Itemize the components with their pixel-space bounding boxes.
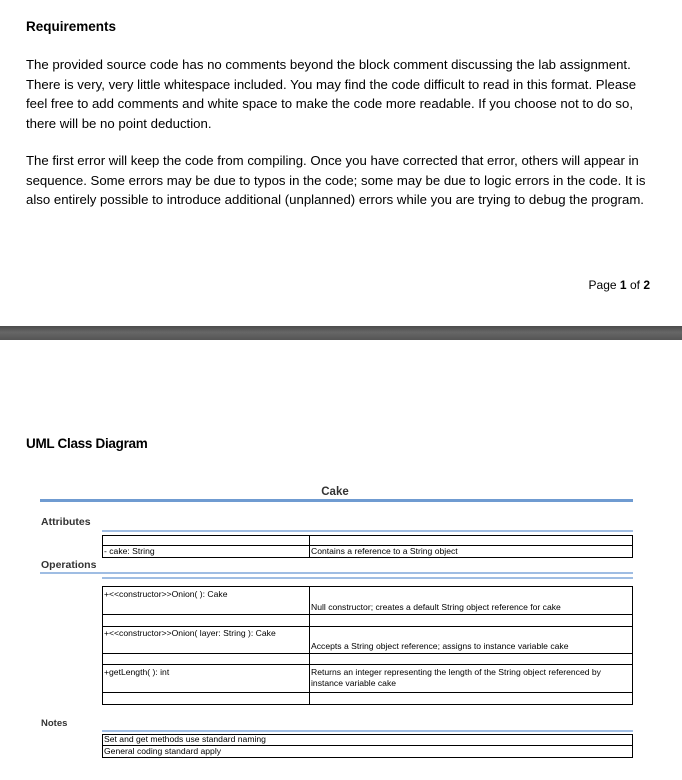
note-item: General coding standard apply [104, 746, 222, 756]
table-line [102, 535, 103, 558]
table-line [632, 535, 633, 558]
operations-label: Operations [41, 559, 97, 571]
table-line [102, 653, 633, 654]
table-line [102, 535, 633, 536]
attribute-signature: - cake: String [104, 546, 155, 556]
table-line [309, 586, 310, 705]
class-header-rule [40, 499, 633, 502]
requirements-paragraph-1: The provided source code has no comments beyond the block comment discussing the lab assignment. There is very, very little whitespace included. You may find the code difficult to read in this format. Please feel free to add comments and white space to make the code more readable. If you choose not to do so, there will be no point deduction. [26, 57, 637, 131]
page-divider [0, 326, 682, 340]
page-current: 1 [619, 278, 627, 292]
operations-rule [40, 572, 633, 574]
attributes-label: Attributes [41, 516, 91, 528]
table-line [309, 535, 310, 558]
table-line [102, 586, 103, 705]
table-line [102, 757, 633, 758]
table-line [102, 557, 633, 558]
operation-signature: +<<constructor>>Onion( ): Cake [104, 589, 228, 599]
operation-description: Returns an integer representing the length of the String object referenced by instance variable cake [311, 667, 601, 688]
table-line [102, 614, 633, 615]
table-line [102, 692, 633, 693]
uml-title: UML Class Diagram [26, 436, 148, 451]
operation-signature: +<<constructor>>Onion( layer: String ): Cake [104, 628, 276, 638]
table-line [632, 586, 633, 705]
operation-signature: +getLength( ): int [104, 667, 170, 677]
table-line [102, 626, 633, 627]
page-label: Page [588, 278, 617, 292]
operations-rule-2 [102, 577, 633, 579]
table-line [102, 734, 103, 758]
notes-rule [102, 730, 633, 732]
page-number [589, 278, 650, 292]
operation-description: Null constructor; creates a default String object reference for cake [311, 602, 561, 612]
page-one [0, 0, 682, 326]
requirements-paragraph-2: The first error will keep the code from compiling. Once you have corrected that error, others will appear in sequence. Some errors may be due to typos in the code; some may be due to logic errors in the code. It is also entirely possible to introduce additional (unplanned) errors while you are trying to debug the program. [26, 153, 646, 207]
table-line [102, 664, 633, 665]
note-item: Set and get methods use standard naming [104, 734, 266, 744]
table-line [102, 704, 633, 705]
page-of: of [629, 278, 640, 292]
page-total: 2 [643, 278, 650, 292]
attribute-description: Contains a reference to a String object [311, 546, 458, 556]
notes-label: Notes [41, 718, 68, 729]
operation-description: Accepts a String object reference; assigns to instance variable cake [311, 641, 569, 651]
attributes-rule [102, 530, 633, 532]
uml-class-name: Cake [321, 486, 349, 498]
table-line [102, 586, 633, 587]
table-line [632, 734, 633, 758]
requirements-heading: Requirements [26, 19, 117, 34]
